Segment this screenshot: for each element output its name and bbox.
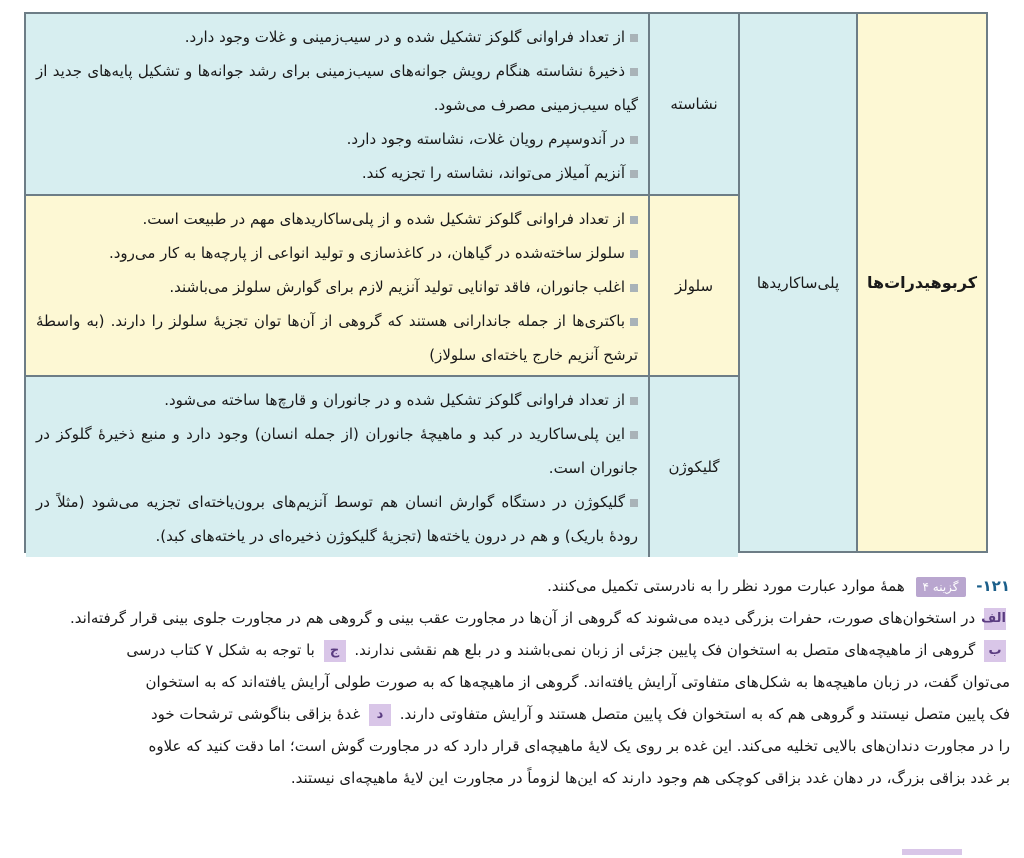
question-header — [10, 570, 1010, 602]
list-item: سلولز ساخته‌شده در گیاهان، در کاغذسازی و تولید انواعی از پارچه‌ها به کار می‌رود. — [36, 236, 638, 270]
explanation-line: الف در استخوان‌های صورت، حفرات بزرگی دیده می‌شوند که گروهی از آن‌ها در مجاورت عقب بینی و گروهی هم در مجاورت جلوی بینی قرار گرفته‌اند. — [10, 602, 1010, 634]
answer-explanation — [10, 570, 1010, 794]
carbohydrates-table — [24, 12, 988, 553]
square-bullet-icon — [630, 318, 638, 326]
row-name: نشاسته — [648, 14, 738, 194]
row-body — [26, 377, 648, 557]
item-tag: ج — [324, 640, 346, 662]
row-body — [26, 14, 648, 194]
square-bullet-icon — [630, 431, 638, 439]
row-name: سلولز — [648, 196, 738, 375]
list-item: از تعداد فراوانی گلوکز تشکیل شده و در سیب‌زمینی و غلات وجود دارد. — [36, 20, 638, 54]
next-option-badge-edge — [902, 849, 962, 855]
square-bullet-icon — [630, 397, 638, 405]
list-item: از تعداد فراوانی گلوکز تشکیل شده و از پلی‌ساکاریدهای مهم در طبیعت است. — [36, 202, 638, 236]
sub-header-label: پلی‌ساکاریدها — [756, 273, 840, 292]
question-number: ۱۲۱- — [976, 577, 1010, 595]
table-row-starch — [26, 14, 738, 194]
table-row-glycogen — [26, 375, 738, 557]
square-bullet-icon — [630, 68, 638, 76]
explanation-line: بر غدد بزاقی بزرگ، در دهان غدد بزاقی کوچکی هم وجود دارند که این‌ها لزوماً در مجاورت این لایهٔ ماهیچه‌ای نیستند. — [290, 769, 1010, 787]
square-bullet-icon — [630, 499, 638, 507]
list-item: در آندوسپرم رویان غلات، نشاسته وجود دارد. — [36, 122, 638, 156]
square-bullet-icon — [630, 250, 638, 258]
item-tag: د — [369, 704, 391, 726]
square-bullet-icon — [630, 34, 638, 42]
list-item: ذخیرهٔ نشاسته هنگام رویش جوانه‌های سیب‌زمینی برای رشد جوانه‌ها و تشکیل پایه‌های جدید از گیاه سیب‌زمینی مصرف می‌شود. — [36, 62, 638, 114]
option-badge: گزینه ۴ — [916, 577, 966, 597]
square-bullet-icon — [630, 136, 638, 144]
list-item: آنزیم آمیلاز می‌تواند، نشاسته را تجزیه کند. — [36, 156, 638, 190]
table-main-header — [856, 14, 986, 551]
table-rows — [26, 14, 738, 551]
table-sub-header — [738, 14, 856, 551]
list-item: این پلی‌ساکارید در کبد و ماهیچهٔ جانوران (از جمله انسان) وجود دارد و منبع ذخیرهٔ گلوکز در جانوران است. — [36, 425, 638, 477]
list-item: اغلب جانوران، فاقد توانایی تولید آنزیم لازم برای گوارش سلولز می‌باشند. — [36, 270, 638, 304]
list-item: باکتری‌ها از جمله جاندارانی هستند که گروهی از آن‌ها توان تجزیهٔ سلولز را دارند. (به واسطهٔ ترشح آنزیم خارج یاخته‌ای سلولاز) — [36, 312, 638, 364]
item-tag: الف — [984, 608, 1006, 630]
explanation-line: فک پایین متصل نیستند و گروهی هم که به استخوان فک پایین متصل هستند و آرایش متفاوتی دارند. د غدهٔ بزاقی بناگوشی ترشحات خود — [10, 698, 1010, 730]
square-bullet-icon — [630, 216, 638, 224]
explanation-line: می‌توان گفت، در زبان ماهیچه‌ها به شکل‌های متفاوتی آرایش یافته‌اند. گروهی از ماهیچه‌ها که به صورت طولی آرایش یافته‌اند که به استخوان — [145, 673, 1010, 691]
table-row-cellulose — [26, 194, 738, 375]
main-header-label: کربوهیدرات‌ها — [866, 273, 978, 292]
list-item: از تعداد فراوانی گلوکز تشکیل شده و در جانوران و قارچ‌ها ساخته می‌شود. — [36, 383, 638, 417]
row-body — [26, 196, 648, 375]
explanation-line: را در مجاورت دندان‌های بالایی تخلیه می‌کند. این غده بر روی یک لایهٔ ماهیچه‌ای قرار دارد که در مجاورت گوش است؛ اما دقت کنید که علاوه — [148, 737, 1010, 755]
question-intro: همهٔ موارد عبارت مورد نظر را به نادرستی تکمیل می‌کنند. — [547, 577, 905, 595]
square-bullet-icon — [630, 170, 638, 178]
explanation-line: ب گروهی از ماهیچه‌های متصل به استخوان فک پایین جزئی از زبان نمی‌باشند و در بلع هم نقشی ندارند. ج با توجه به شکل ۷ کتاب درسی — [10, 634, 1010, 666]
item-tag: ب — [984, 640, 1006, 662]
square-bullet-icon — [630, 284, 638, 292]
row-name: گلیکوژن — [648, 377, 738, 557]
list-item: گلیکوژن در دستگاه گوارش انسان هم توسط آنزیم‌های برون‌یاخته‌ای تجزیه می‌شود (مثلاً در رودهٔ باریک) و هم در درون یاخته‌ها (تجزیهٔ گلیکوژن ذخیره‌ای در یاخته‌های کبد). — [36, 493, 638, 545]
